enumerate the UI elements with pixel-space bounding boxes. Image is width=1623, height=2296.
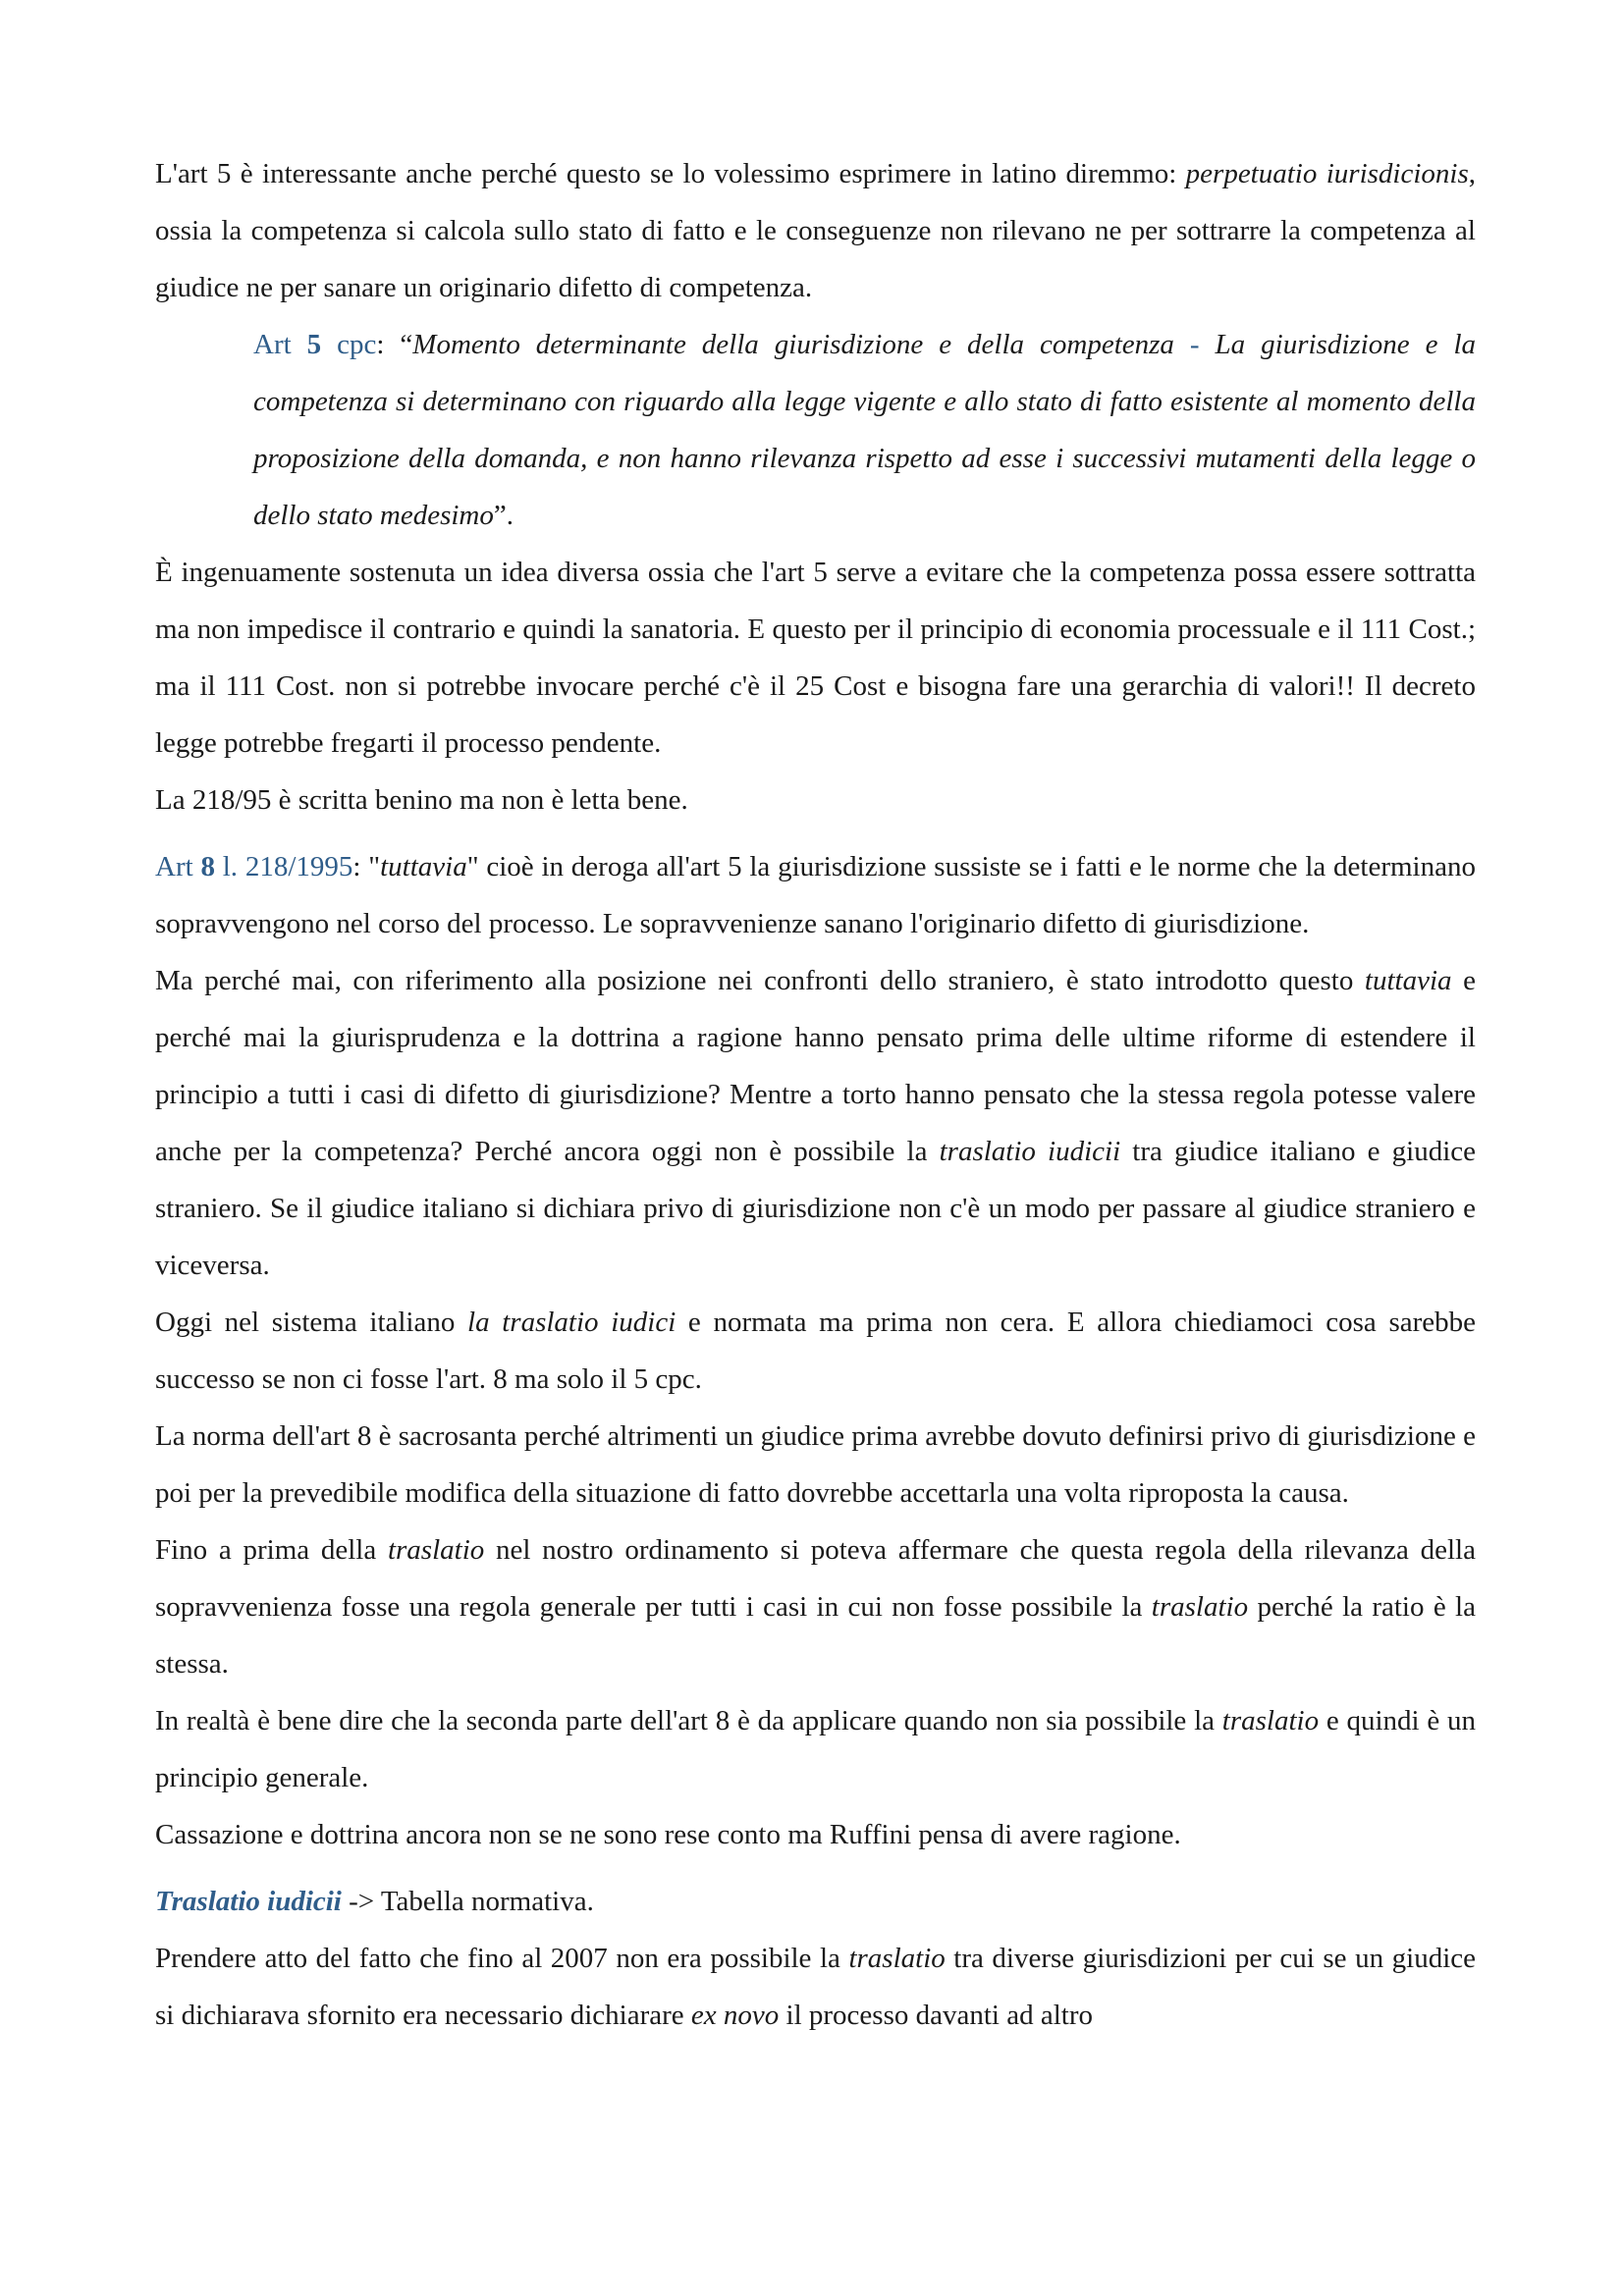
paragraph-fino-a-prima: Fino a prima della traslatio nel nostro ordinamento si poteva affermare che questa regola della rilevanza della sopravvenienza fosse una regola generale per tutti i casi in cui non fosse possibile la traslatio perché la ratio è la stessa. (155, 1534, 1476, 1680)
paragraph-in-realta: In realtà è bene dire che la seconda parte dell'art 8 è da applicare quando non sia possibile la traslatio e quindi è un principio generale. (155, 1705, 1477, 1793)
art-8-link[interactable]: Art 8 l. 218/1995 (155, 851, 353, 882)
latin-term: perpetuatio iurisdicionis (1185, 158, 1469, 189)
paragraph-prendere-atto: Prendere atto del fatto che fino al 2007 non era possibile la traslatio tra diverse giurisdizioni per cui se un giudice si dichiarava sfornito era necessario dichiarare ex novo il processo davanti ad altro (155, 1943, 1476, 2031)
traslatio-iudicii-link[interactable]: Traslatio iudicii (155, 1886, 342, 1917)
paragraph-perpetuatio: L'art 5 è interessante anche perché questo se lo volessimo esprimere in latino diremmo: perpetuatio iurisdicionis, ossia la competenza si calcola sullo stato di fatto e le conseguenze non rilevano ne per sottrarre la competenza al giudice ne per sanare un originario difetto di competenza. (155, 158, 1476, 303)
quote-body: La giurisdizione e la competenza si determinano con riguardo alla legge vigente e allo stato di fatto esistente al momento della proposizione della domanda, e non hanno rilevanza rispetto ad esse i successivi mutamenti della legge o dello stato medesimo (253, 329, 1476, 531)
paragraph-norma-art-8: La norma dell'art 8 è sacrosanta perché altrimenti un giudice prima avrebbe dovuto definirsi privo di giurisdizione e poi per la prevedibile modifica della situazione di fatto dovrebbe accettarla una volta riproposta la causa. (155, 1420, 1476, 1509)
paragraph-cassazione: Cassazione e dottrina ancora non se ne sono rese conto ma Ruffini pensa di avere ragione. (155, 1819, 1181, 1850)
paragraph-art-8: Art 8 l. 218/1995: "tuttavia" cioè in deroga all'art 5 la giurisdizione sussiste se i fatti e le norme che la determinano sopravvengono nel corso del processo. Le sopravvenienze sanano l'originario difetto di giurisdizione. (155, 851, 1476, 939)
paragraph-ma-perche: Ma perché mai, con riferimento alla posizione nei confronti dello straniero, è stato introdotto questo tuttavia e perché mai la giurisprudenza e la dottrina a ragione hanno pensato prima delle ultime riforme di estendere il principio a tutti i casi di difetto di giurisdizione? Mentre a torto hanno pensato che la stessa regola potesse valere anche per la competenza? Perché ancora oggi non è possibile la traslatio iudicii tra giudice italiano e giudice straniero. Se il giudice italiano si dichiara privo di giurisdizione non c'è un modo per passare al giudice straniero e viceversa. (155, 965, 1476, 1281)
art-5-cpc-link[interactable]: Art 5 cpc (253, 329, 377, 360)
paragraph-ingenuamente: È ingenuamente sostenuta un idea diversa ossia che l'art 5 serve a evitare che la competenza possa essere sottratta ma non impedisce il contrario e quindi la sanatoria. E questo per il principio di economia processuale e il 111 Cost.; ma il 111 Cost. non si potrebbe invocare perché c'è il 25 Cost e bisogna fare una gerarchia di valori!! Il decreto legge potrebbe fregarti il processo pendente. (155, 557, 1476, 759)
heading-traslatio-iudicii: Traslatio iudicii -> Tabella normativa. (155, 1886, 594, 1917)
quote-art-5-cpc: Art 5 cpc: “Momento determinante della giurisdizione e della competenza - La giurisdizione e la competenza si determinano con riguardo alla legge vigente e allo stato di fatto esistente al momento della proposizione della domanda, e non hanno rilevanza rispetto ad esse i successivi mutamenti della legge o dello stato medesimo”. (253, 329, 1476, 531)
paragraph-218-95: La 218/95 è scritta benino ma non è letta bene. (155, 784, 688, 816)
paragraph-oggi: Oggi nel sistema italiano la traslatio iudici e normata ma prima non cera. E allora chiediamoci cosa sarebbe successo se non ci fosse l'art. 8 ma solo il 5 cpc. (155, 1307, 1476, 1395)
quote-title: Momento determinante della giurisdizione e della competenza (412, 329, 1174, 360)
